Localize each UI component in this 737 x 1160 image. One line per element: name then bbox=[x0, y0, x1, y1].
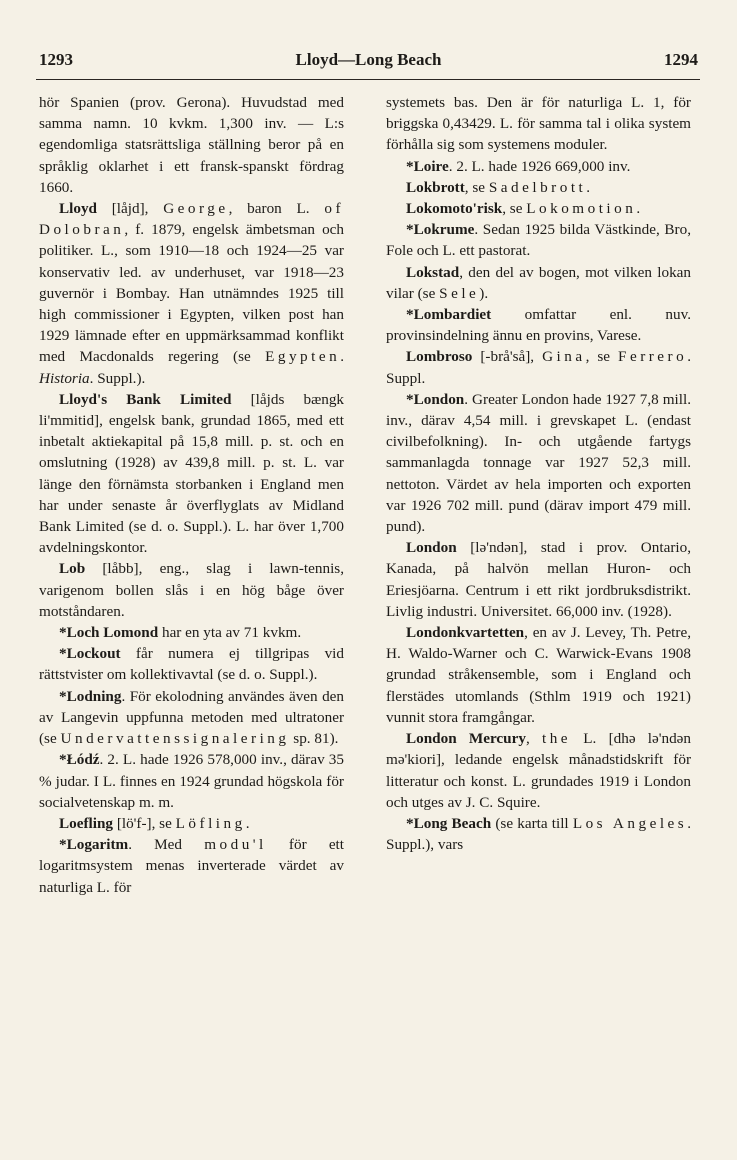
entry-london bbox=[386, 389, 691, 537]
entry-text: har en yta av 71 kvkm. bbox=[158, 624, 302, 642]
entry-text: , se bbox=[585, 348, 618, 366]
entry-text: . Suppl. bbox=[386, 348, 691, 387]
entry-text: för ett logaritmsystem menas inverterade värdet av naturliga L. för bbox=[39, 836, 344, 896]
entry-headword: Lloyd bbox=[59, 200, 97, 218]
entry-long-beach bbox=[386, 813, 691, 855]
entry-londonkvartetten bbox=[386, 622, 691, 728]
entry-headword: *Logaritm bbox=[59, 836, 129, 854]
spaced-name: of Dolobran bbox=[39, 200, 345, 239]
entry-lodning bbox=[39, 686, 344, 750]
entry-continuation bbox=[39, 92, 344, 198]
spaced-name: George bbox=[163, 200, 229, 218]
header-rule bbox=[36, 79, 700, 80]
entry-lodz bbox=[39, 749, 344, 813]
entry-text: får numera ej tillgripas vid rättstvister om kollektivavtal (se d. o. Suppl.). bbox=[39, 645, 344, 684]
entry-text: (se karta till bbox=[491, 814, 573, 832]
entry-text: . Suppl.). bbox=[89, 369, 146, 387]
entry-headword: *Loire bbox=[406, 157, 449, 175]
entry-lloyds-bank bbox=[39, 389, 344, 559]
entry-headword: Loefling bbox=[59, 814, 114, 832]
entry-loire bbox=[386, 156, 691, 177]
running-title: Lloyd—Long Beach bbox=[295, 50, 442, 69]
entry-text: . bbox=[636, 200, 641, 218]
entry-text: , en av J. Levey, Th. Petre, H. Waldo-Warner och C. Warwick-Evans 1908 grundad stråkensemble, som i England och flerstädes utomlands (Sthlm 1919 och 1921) vunnit stora framgångar. bbox=[386, 624, 691, 726]
entry-text: , bbox=[525, 730, 542, 748]
entry-text: , se bbox=[502, 200, 527, 218]
entry-lokomotorisk bbox=[386, 198, 691, 219]
entry-lockout bbox=[39, 643, 344, 685]
entry-headword: *Lombardiet bbox=[406, 306, 492, 324]
entry-headword: Lombroso bbox=[406, 348, 473, 366]
entry-text: . Suppl.), vars bbox=[386, 814, 691, 854]
italic-reference: Historia bbox=[39, 369, 90, 387]
entry-lokbrott bbox=[386, 177, 691, 198]
spaced-article: the bbox=[541, 730, 572, 748]
entry-london-mercury bbox=[386, 728, 691, 813]
left-column bbox=[39, 92, 344, 898]
entry-logaritm bbox=[39, 834, 344, 898]
cross-reference: Los Angeles bbox=[572, 814, 688, 832]
entry-text: . 2. L. hade 1926 578,000 inv., därav 35 % judar. I L. finnes en 1924 grundad högskola för socialvetenskap m. m. bbox=[39, 751, 344, 811]
entry-text: [låjd], bbox=[96, 200, 164, 218]
entry-lombardiet bbox=[386, 304, 691, 346]
entry-text: . För ekolodning användes även den av Langevin uppfunna metoden med ultratoner (se bbox=[39, 687, 344, 748]
entry-continuation bbox=[386, 92, 691, 156]
entry-text: [lö'f-], se bbox=[113, 814, 176, 832]
entry-headword: *Łódź bbox=[59, 751, 100, 769]
entry-text: . bbox=[340, 348, 344, 366]
entry-text: . bbox=[245, 814, 250, 832]
entry-loefling bbox=[39, 813, 344, 834]
entry-headword: *Loch Lomond bbox=[59, 624, 159, 642]
entry-headword: Lokomoto'risk bbox=[406, 200, 503, 218]
entry-text: . Med bbox=[128, 836, 205, 854]
right-column bbox=[386, 92, 691, 855]
entry-headword: Lob bbox=[59, 560, 86, 578]
entry-text: systemets bas. Den är för naturliga L. 1, för briggska 0,43429. L. för samma tal i olika system förhålla sig som systemens moduler. bbox=[386, 94, 691, 154]
entry-headword: *Lokrume bbox=[406, 221, 475, 239]
entry-headword: Londonkvartetten bbox=[406, 624, 525, 642]
entry-text: omfattar enl. nuv. provinsindelning ännu en provins, Varese. bbox=[386, 306, 691, 345]
entry-headword: *London bbox=[406, 390, 465, 408]
cross-reference: Undervattenssignalering bbox=[60, 730, 290, 748]
entry-london-ontario bbox=[386, 537, 691, 622]
cross-reference: Sadelbrott bbox=[488, 178, 587, 196]
entry-text: [låbb], eng., slag i lawn-tennis, varigenom bollen slås i en hög båge över motståndaren. bbox=[39, 560, 344, 620]
entry-text: . bbox=[586, 178, 591, 196]
entry-text: [lə'ndən], stad i prov. Ontario, Kanada, på halvön mellan Huron- och Eriesjöarna. Centrum i ett rikt jordbruksdistrikt. Livlig industri. Universitet. 66,000 inv. (1928). bbox=[386, 539, 691, 620]
entry-text: . Greater London hade 1927 7,8 mill. inv., därav 4,54 mill. i grevskapet L. (endast civilbefolkning). In- och utgående fartygs sammanlagda tonnage var 1927 52,3 mill. nettoton. Värdet av hela importen och exporten var 1926 702 mill. pund (därav import 479 mill. pund). bbox=[386, 390, 691, 536]
entry-text: [-brå'så], bbox=[472, 348, 543, 366]
entry-headword: London Mercury bbox=[406, 730, 526, 748]
cross-reference: Lokomotion bbox=[526, 200, 637, 218]
entry-text: L. [dhə lə'ndən mə'kiori], ledande engelsk månadstidskrift för litteratur och konst. L. grundades 1919 i London och utges av J. C. Squire. bbox=[386, 730, 692, 811]
entry-headword: Lokbrott bbox=[406, 178, 465, 196]
entry-lloyd bbox=[39, 198, 344, 389]
page-number-left: 1293 bbox=[39, 50, 73, 69]
entry-headword: *Lockout bbox=[59, 645, 121, 663]
entry-text: ). bbox=[479, 284, 489, 302]
entry-text: . Sedan 1925 bilda Västkinde, Bro, Fole och L. ett pastorat. bbox=[386, 221, 691, 260]
entry-lombroso bbox=[386, 346, 691, 388]
entry-text: hör Spanien (prov. Gerona). Huvudstad med samma namn. 10 kvkm. 1,300 inv. — L:s egendomliga statsrättsliga ställning beror på en språklig oklarhet i ett fransk-spanskt fördrag 1660. bbox=[39, 94, 344, 196]
entry-lob bbox=[39, 558, 344, 622]
page-header bbox=[39, 50, 698, 76]
entry-headword: *Lodning bbox=[59, 687, 122, 705]
entry-text: . 2. L. hade 1926 669,000 inv. bbox=[448, 157, 631, 175]
entry-lokstad bbox=[386, 262, 691, 304]
entry-headword: Lloyd's Bank Limited bbox=[59, 390, 232, 408]
spaced-term: modu'l bbox=[204, 836, 267, 854]
entry-loch-lomond bbox=[39, 622, 344, 643]
entry-text: sp. 81). bbox=[289, 730, 339, 748]
cross-reference: Löfling bbox=[175, 814, 246, 832]
entry-headword: *Long Beach bbox=[406, 814, 492, 832]
entry-headword: Lokstad bbox=[406, 263, 460, 281]
entry-text: , den del av bogen, mot vilken lokan vilar (se bbox=[386, 263, 691, 302]
entry-text: , se bbox=[464, 178, 489, 196]
cross-reference: Egypten bbox=[265, 348, 341, 366]
entry-lokrume bbox=[386, 219, 691, 261]
entry-text: , baron L. bbox=[228, 200, 325, 218]
entry-text: [låjds bængk li'mmitid], engelsk bank, grundad 1865, med ett inbetalt aktiekapital på 15,8 mill. p. st. och en omslutning (1928) av 439,8 mill. p. st. L. var länge den förnämsta storbanken i England men har under senaste år överflyglats av Midland Bank Limited (se d. o. Suppl.). L. har över 1,700 avdelningskontor. bbox=[39, 390, 345, 557]
page-number-right: 1294 bbox=[664, 50, 698, 69]
entry-text: , f. 1879, engelsk ämbetsman och politiker. L., som 1910—18 och 1924—25 var konservativ led. av underhuset, var 1918—23 guvernör i Bombay. Han utnämndes 1925 till high commissioner i Egypten, vilken post han 1929 lämnade efter en uppmärksammad konflikt med Macdonalds regering (se bbox=[39, 221, 344, 366]
cross-reference: Sele bbox=[439, 284, 480, 302]
cross-reference: Ferrero bbox=[618, 348, 688, 366]
spaced-name: Gina bbox=[542, 348, 586, 366]
entry-headword: London bbox=[406, 539, 457, 557]
